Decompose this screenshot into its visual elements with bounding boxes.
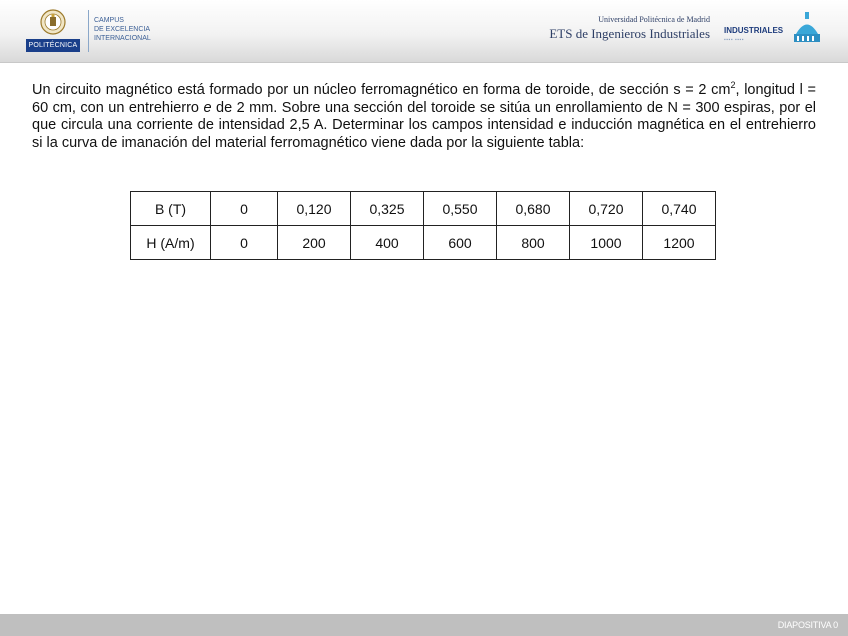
table-cell: 0 bbox=[211, 226, 278, 260]
university-name: Universidad Politécnica de Madrid bbox=[598, 15, 710, 24]
table-cell: 0,680 bbox=[497, 192, 570, 226]
campus-excelencia-text bbox=[94, 16, 151, 43]
upm-logo-label: POLITÉCNICA bbox=[26, 39, 80, 52]
upm-crest-icon bbox=[39, 8, 67, 36]
slide-content bbox=[32, 82, 816, 152]
problem-text: de 2 mm. Sobre una sección del toroide se sitúa un enrollamiento de N = 300 espiras, por el que circula una corriente de intensidad 2,5 A. Determinar los campos intensidad e inducción magnética en el entrehierro si la curva de imanación del material ferromagnético viene dada por la siguiente tabla: bbox=[32, 99, 816, 151]
industriales-logo-subtext: ▪▪▪▪ ▪▪▪▪ bbox=[724, 37, 745, 43]
table-cell: 1000 bbox=[570, 226, 643, 260]
slide-number-label: DIAPOSITIVA 0 bbox=[777, 620, 838, 630]
table-cell: 0,720 bbox=[570, 192, 643, 226]
table-row bbox=[131, 192, 716, 226]
campus-line: INTERNACIONAL bbox=[94, 35, 151, 42]
table-cell: 0 bbox=[211, 192, 278, 226]
row-header: H (A/m) bbox=[131, 226, 211, 260]
problem-statement bbox=[32, 82, 816, 152]
header-divider bbox=[88, 10, 89, 52]
italic-variable: e bbox=[203, 99, 212, 116]
table-cell: 1200 bbox=[643, 226, 716, 260]
table-cell: 800 bbox=[497, 226, 570, 260]
industriales-logo-text: INDUSTRIALES bbox=[724, 26, 784, 35]
campus-line: CAMPUS bbox=[94, 17, 124, 24]
table-cell: 0,325 bbox=[351, 192, 424, 226]
table-row bbox=[131, 226, 716, 260]
industriales-logo bbox=[722, 12, 822, 48]
table-cell: 0,120 bbox=[278, 192, 351, 226]
school-title bbox=[510, 15, 710, 43]
table-cell: 0,550 bbox=[424, 192, 497, 226]
slide-footer bbox=[0, 614, 848, 636]
upm-logo bbox=[26, 8, 80, 54]
magnetization-table bbox=[130, 191, 716, 260]
school-name: ETS de Ingenieros Industriales bbox=[549, 26, 710, 41]
problem-text: , longitud l = 60 cm, con un entrehierro bbox=[32, 82, 816, 116]
campus-line: DE EXCELENCIA bbox=[94, 26, 151, 33]
problem-text: Un circuito magnético está formado por un núcleo ferromagnético en forma de toroide, de sección s = 2 cm bbox=[32, 82, 731, 98]
table-cell: 600 bbox=[424, 226, 497, 260]
row-header: B (T) bbox=[131, 192, 211, 226]
table-cell: 0,740 bbox=[643, 192, 716, 226]
table-cell: 200 bbox=[278, 226, 351, 260]
slide-header bbox=[0, 0, 848, 63]
superscript: 2 bbox=[730, 80, 736, 91]
dome-icon bbox=[792, 12, 822, 44]
table-cell: 400 bbox=[351, 226, 424, 260]
